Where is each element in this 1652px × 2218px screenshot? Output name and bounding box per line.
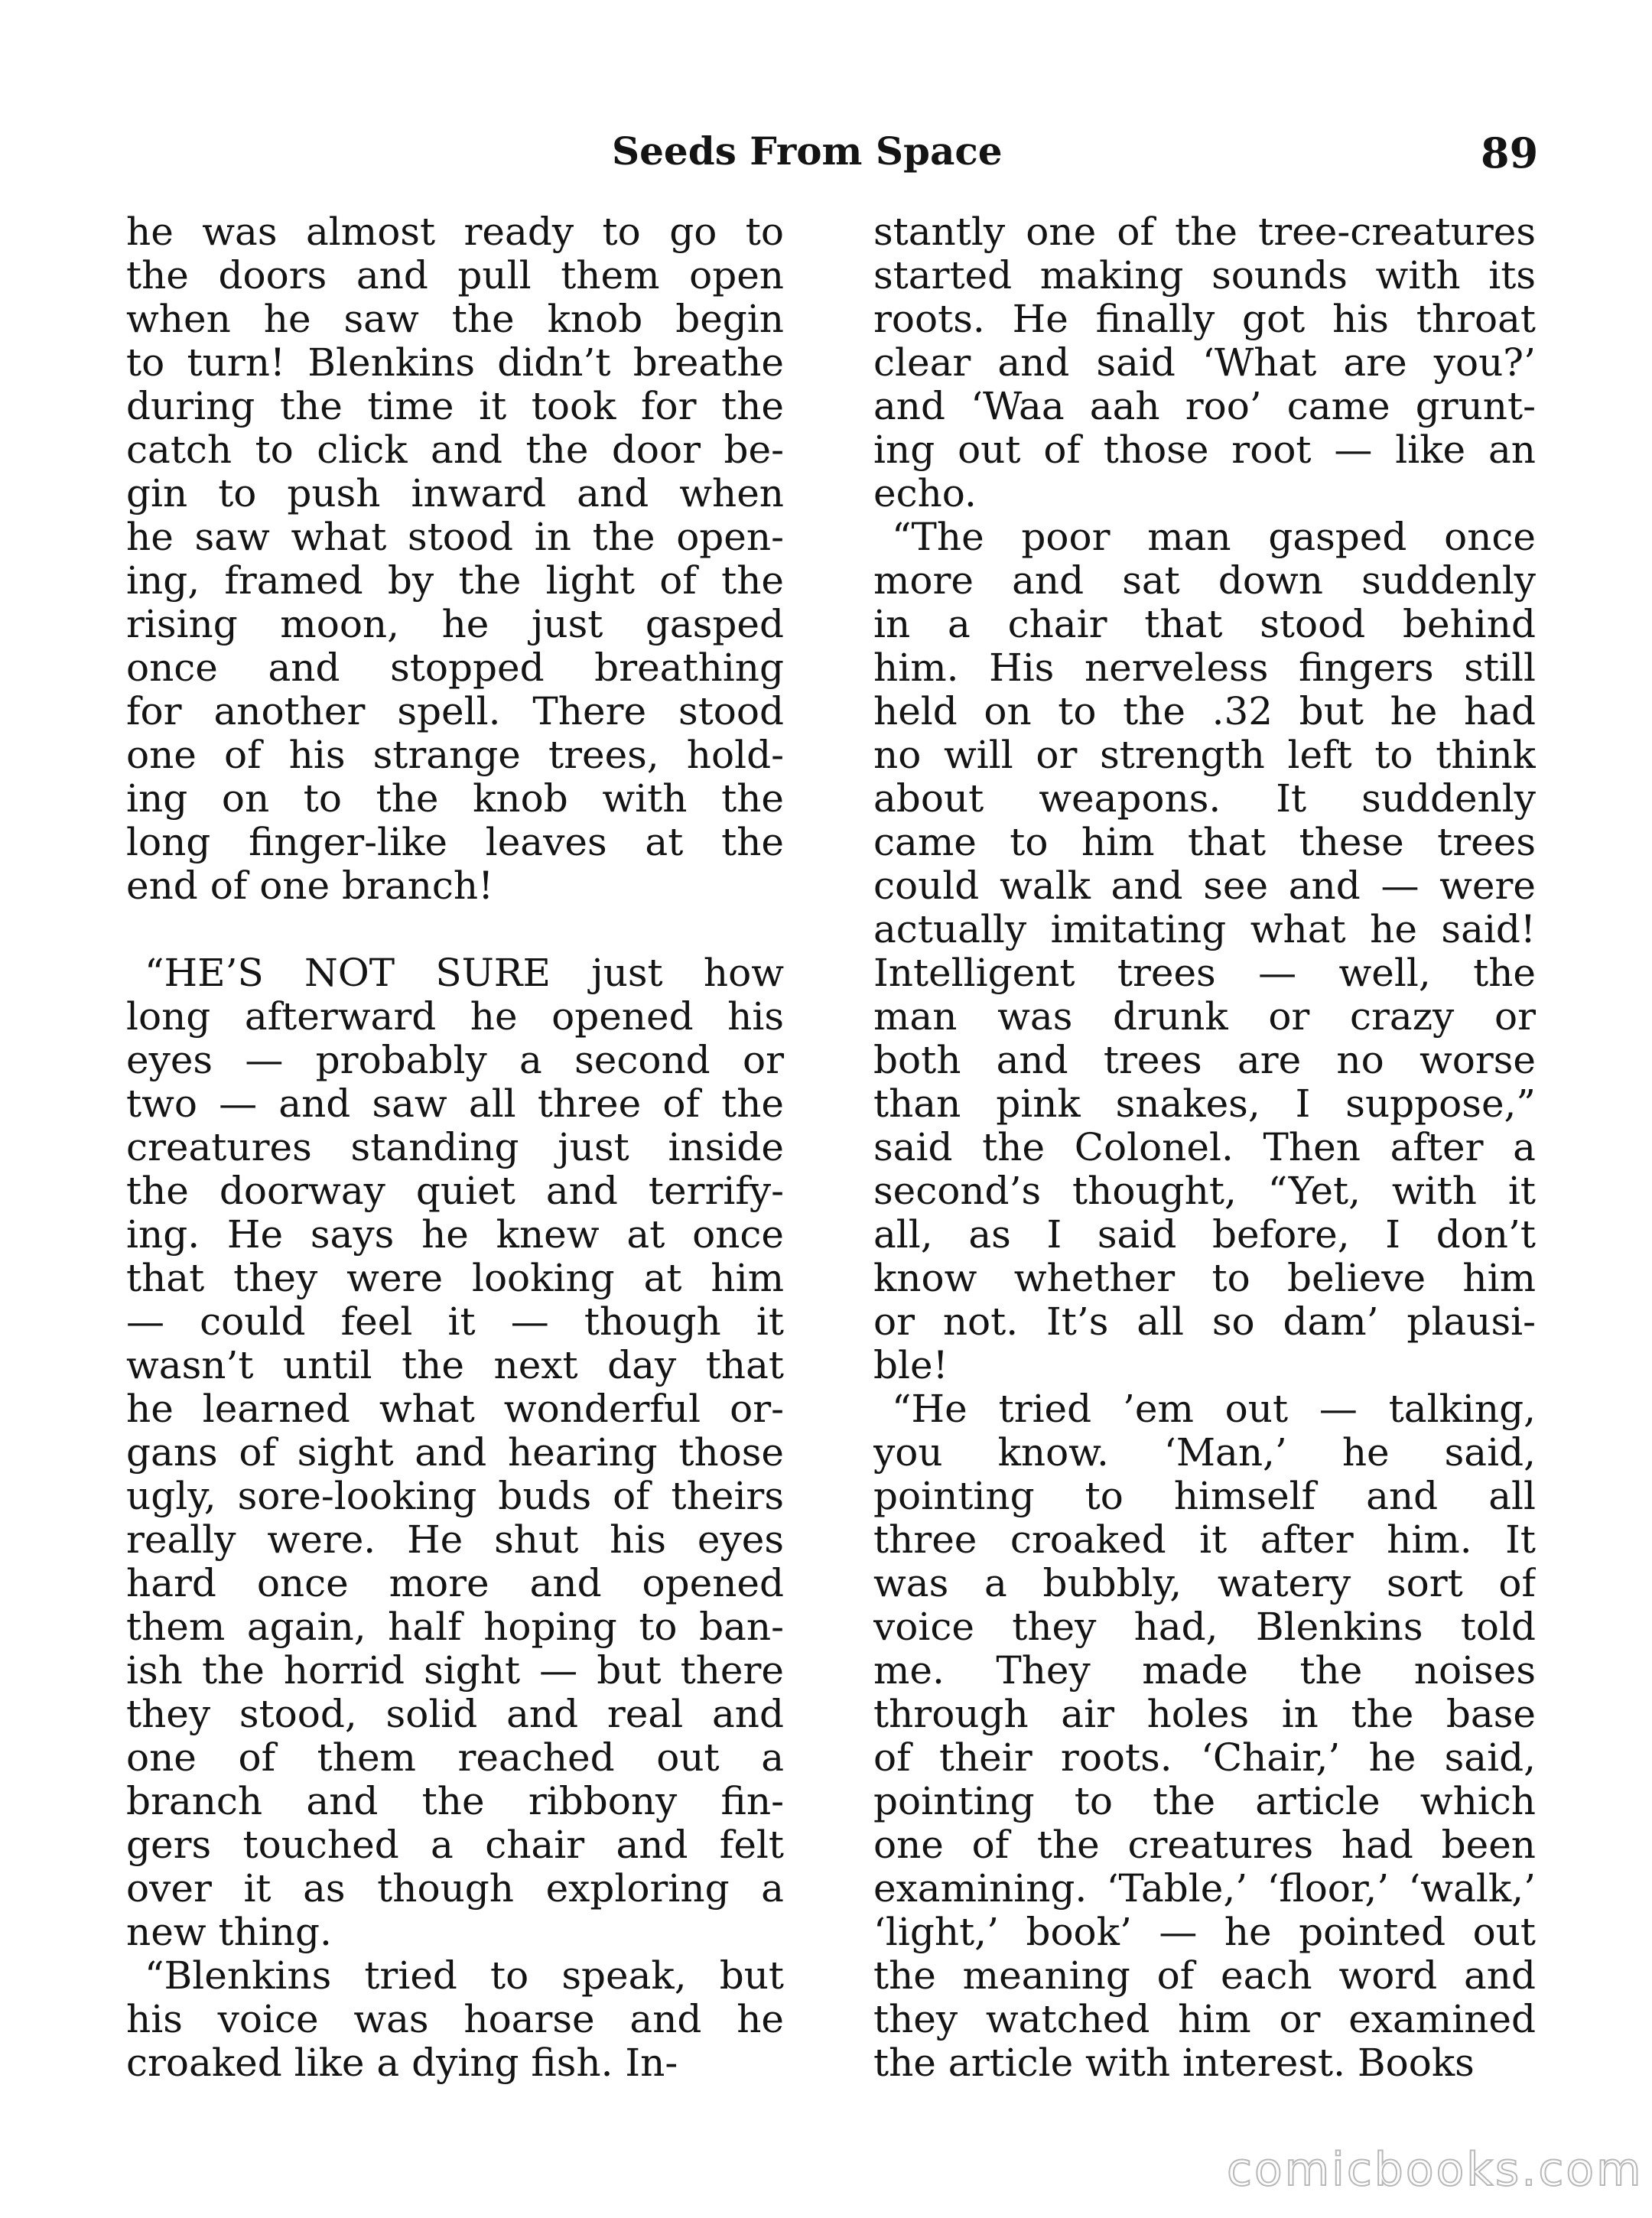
text-line: he was almost ready to go to [126,210,784,254]
text-line: no will or strength left to think [873,733,1536,777]
text-line: “He tried ’em out — talking, [892,1387,1536,1431]
text-line: creatures standing just inside [126,1126,784,1169]
text-line: stantly one of the tree-creatures [873,210,1536,254]
page-number: 89 [1481,128,1539,177]
text-line: really were. He shut his eyes [126,1518,784,1562]
text-line: could walk and see and — were [873,864,1536,908]
text-line: or not. It’s all so dam’ plausi- [873,1300,1536,1344]
text-line: they watched him or examined [873,1998,1536,2041]
text-line: for another spell. There stood [126,690,784,733]
text-line: “Blenkins tried to speak, but [145,1954,784,1998]
text-line: over it as though exploring a [126,1867,784,1911]
text-line: one of his strange trees, hold- [126,733,784,777]
text-line: branch and the ribbony fin- [126,1780,784,1823]
text-line: all, as I said before, I don’t [873,1213,1536,1257]
text-line: started making sounds with its [873,254,1536,298]
text-line: when he saw the knob begin [126,298,784,341]
text-line: end of one branch! [126,864,494,908]
text-line: rising moon, he just gasped [126,603,784,646]
text-line: hard once more and opened [126,1562,784,1605]
running-head: Seeds From Space [612,128,1003,174]
text-line: catch to click and the door be- [126,428,784,472]
text-line: than pink snakes, I suppose,” [873,1082,1536,1126]
text-line: that they were looking at him [126,1257,784,1300]
text-line: roots. He finally got his throat [873,298,1536,341]
text-line: ing out of those root — like an [873,428,1536,472]
text-line: of their roots. ‘Chair,’ he said, [873,1736,1536,1780]
text-line: three croaked it after him. It [873,1518,1536,1562]
text-line: ing. He says he knew at once [126,1213,784,1257]
text-line: them again, half hoping to ban- [126,1605,784,1649]
text-line: ing on to the knob with the [126,777,784,821]
text-line: more and sat down suddenly [873,559,1536,603]
text-line: held on to the .32 but he had [873,690,1536,733]
text-line: you know. ‘Man,’ he said, [873,1431,1536,1475]
text-line: voice they had, Blenkins told [873,1605,1536,1649]
text-line: actually imitating what he said! [873,908,1536,951]
left-text-column [126,210,784,2085]
text-line: “HE’S NOT SURE just how [145,951,784,995]
text-line: echo. [873,472,977,515]
text-line: gers touched a chair and felt [126,1823,784,1867]
text-line: they stood, solid and real and [126,1693,784,1736]
text-line: came to him that these trees [873,821,1536,864]
text-line: to turn! Blenkins didn’t breathe [126,341,784,385]
text-line: gans of sight and hearing those [126,1431,784,1475]
text-line: ugly, sore-looking buds of theirs [126,1475,784,1518]
text-line: once and stopped breathing [126,646,784,690]
text-line: ‘light,’ book’ — he pointed out [873,1911,1536,1954]
watermark: comicbooks.com [1227,2143,1644,2197]
text-line: new thing. [126,1911,332,1954]
text-line: the meaning of each word and [873,1954,1536,1998]
text-line: croaked like a dying fish. In- [126,2041,678,2085]
text-line: he learned what wonderful or- [126,1387,784,1431]
text-line: two — and saw all three of the [126,1082,784,1126]
text-line: was a bubbly, watery sort of [873,1562,1536,1605]
text-line: during the time it took for the [126,385,784,428]
text-line: the article with interest. Books [873,2041,1475,2085]
text-line: long finger-like leaves at the [126,821,784,864]
text-line: through air holes in the base [873,1693,1536,1736]
text-line: “The poor man gasped once [892,515,1536,559]
text-line: — could feel it — though it [126,1300,784,1344]
text-line: gin to push inward and when [126,472,784,515]
text-line: examining. ‘Table,’ ‘floor,’ ‘walk,’ [873,1867,1536,1911]
text-line: his voice was hoarse and he [126,1998,784,2041]
text-line: eyes — probably a second or [126,1039,784,1082]
text-line: in a chair that stood behind [873,603,1536,646]
text-line: said the Colonel. Then after a [873,1126,1536,1169]
text-line: wasn’t until the next day that [126,1344,784,1387]
text-line: him. His nerveless fingers still [873,646,1536,690]
text-line: second’s thought, “Yet, with it [873,1169,1536,1213]
text-line: me. They made the noises [873,1649,1536,1693]
text-line: both and trees are no worse [873,1039,1536,1082]
text-line: ing, framed by the light of the [126,559,784,603]
paragraph-gap [126,908,784,951]
text-line: know whether to believe him [873,1257,1536,1300]
text-line: ish the horrid sight — but there [126,1649,784,1693]
text-line: Intelligent trees — well, the [873,951,1536,995]
text-line: ble! [873,1344,948,1387]
text-line: man was drunk or crazy or [873,995,1536,1039]
text-line: he saw what stood in the open- [126,515,784,559]
right-text-column [873,210,1536,2085]
text-line: about weapons. It suddenly [873,777,1536,821]
text-line: the doors and pull them open [126,254,784,298]
text-line: long afterward he opened his [126,995,784,1039]
text-line: pointing to the article which [873,1780,1536,1823]
text-line: one of the creatures had been [873,1823,1536,1867]
text-line: the doorway quiet and terrify- [126,1169,784,1213]
text-line: clear and said ‘What are you?’ [873,341,1536,385]
text-line: one of them reached out a [126,1736,784,1780]
text-line: and ‘Waa aah roo’ came grunt- [873,385,1536,428]
text-line: pointing to himself and all [873,1475,1536,1518]
